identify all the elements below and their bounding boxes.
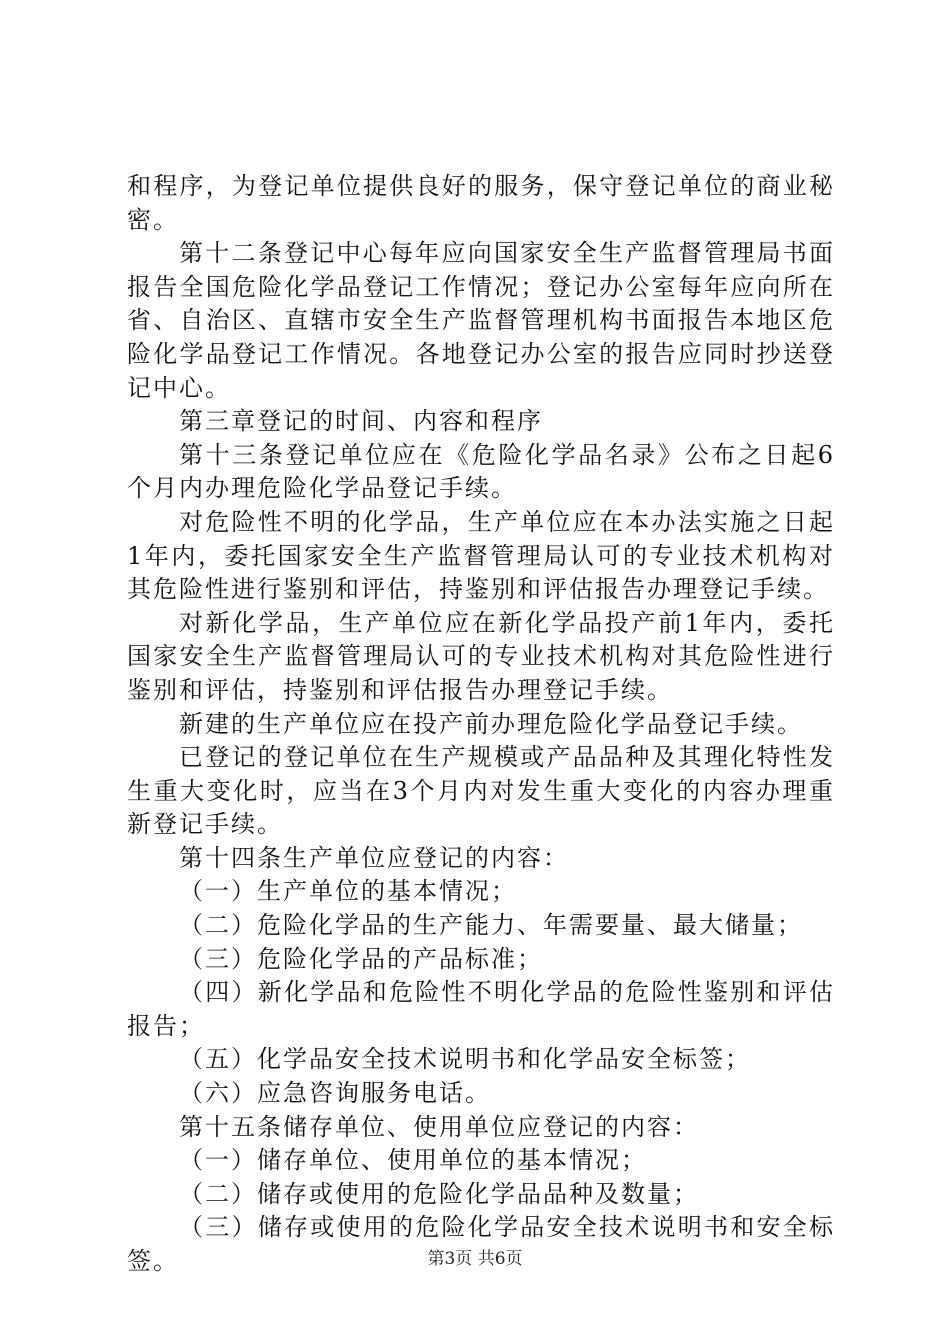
paragraph: 和程序，为登记单位提供良好的服务，保守登记单位的商业秘密。 [127, 172, 835, 234]
paragraph: 新建的生产单位应在投产前办理危险化学品登记手续。 [179, 709, 803, 738]
paragraph: 第十二条登记中心每年应向国家安全生产监督管理局书面报告全国危险化学品登记工作情况；登记办公室每年应向所在省、自治区、直辖市安全生产监督管理机构书面报告本地区危险化学品登记工作情况。各地登记办公室的报告应同时抄送登记中心。 [127, 239, 835, 402]
chapter-heading: 第三章登记的时间、内容和程序 [179, 407, 543, 436]
list-item: （二）储存或使用的危险化学品品种及数量； [179, 1179, 699, 1208]
paragraph: 对危险性不明的化学品，生产单位应在本办法实施之日起1年内，委托国家安全生产监督管理局认可的专业技术机构对其危险性进行鉴别和评估，持鉴别和评估报告办理登记手续。 [127, 507, 835, 604]
list-item: （一）生产单位的基本情况； [179, 877, 517, 906]
paragraph: 已登记的登记单位在生产规模或产品品种及其理化特性发生重大变化时，应当在3个月内对发生重大变化的内容办理重新登记手续。 [127, 743, 835, 839]
list-item: （三）危险化学品的产品标准； [179, 944, 543, 973]
list-item: （六）应急咨询服务电话。 [179, 1079, 491, 1108]
list-item: （二）危险化学品的生产能力、年需要量、最大储量； [179, 911, 803, 940]
list-item: （一）储存单位、使用单位的基本情况； [179, 1146, 647, 1175]
page-footer [0, 1244, 950, 1269]
paragraph: 第十三条登记单位应在《危险化学品名录》公布之日起6个月内办理危险化学品登记手续。 [127, 440, 835, 503]
article-heading: 第十五条储存单位、使用单位应登记的内容： [179, 1112, 699, 1141]
page-number: 第3页 共6页 [427, 1249, 523, 1269]
document-body [127, 170, 835, 1279]
paragraph: 对新化学品，生产单位应在新化学品投产前1年内，委托国家安全生产监督管理局认可的专业技术机构对其危险性进行鉴别和评估，持鉴别和评估报告办理登记手续。 [127, 608, 835, 704]
list-item: （五）化学品安全技术说明书和化学品安全标签； [179, 1045, 751, 1074]
article-heading: 第十四条生产单位应登记的内容： [179, 843, 569, 872]
list-item: （三）储存或使用的危险化学品安全技术说明书和安全标签。 [127, 1213, 835, 1275]
list-item: （四）新化学品和危险性不明化学品的危险性鉴别和评估报告； [127, 978, 835, 1040]
